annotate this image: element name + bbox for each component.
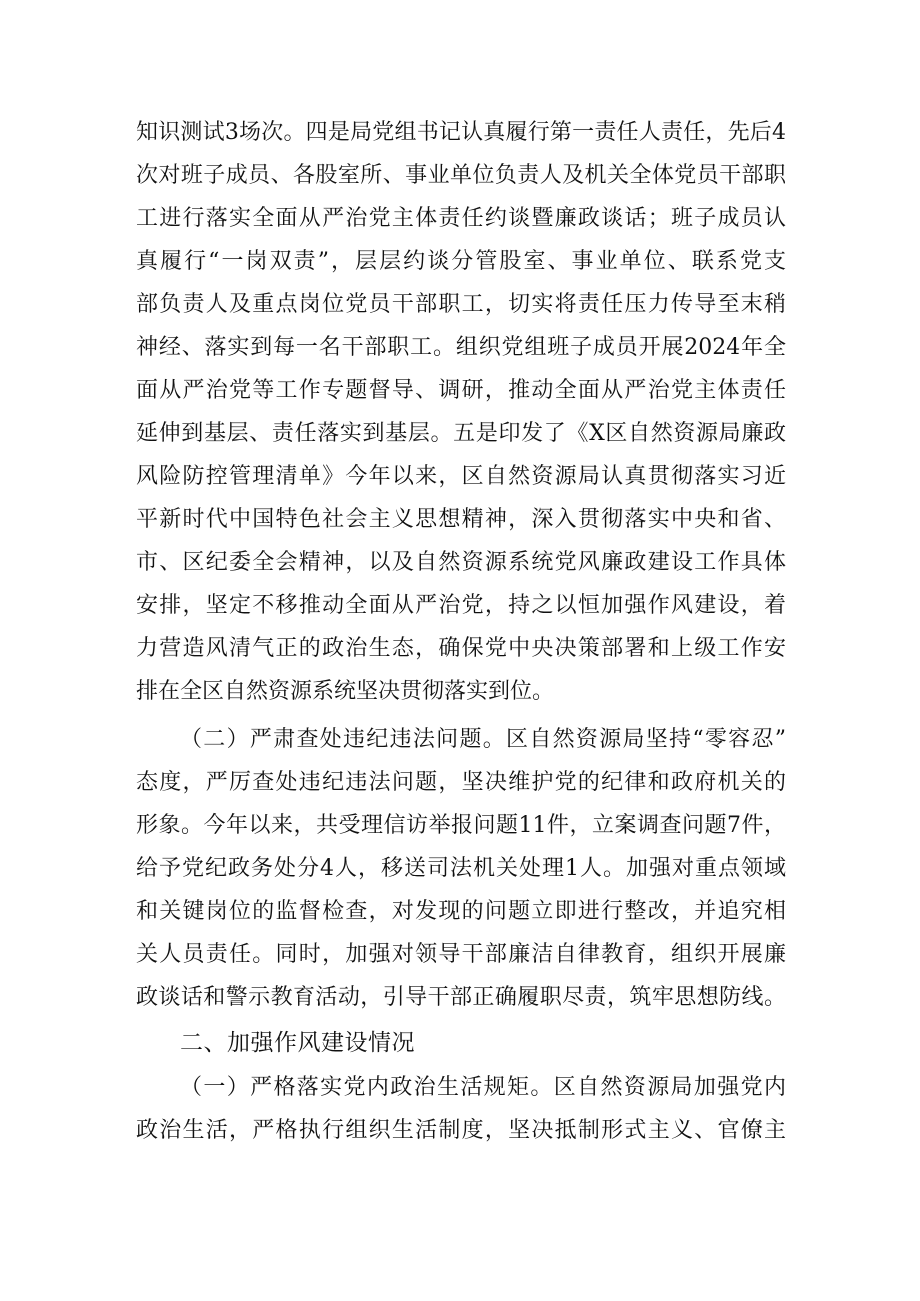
paragraph-line: 给予党纪政务处分4人，移送司法机关处理1人。加强对重点领域: [136, 856, 786, 881]
paragraph-line: 平新时代中国特色社会主义思想精神，深入贯彻落实中央和省、: [136, 507, 786, 532]
paragraph-line: 真履行“一岗双责”，层层约谈分管股室、事业单位、联系党支: [136, 249, 786, 274]
paragraph-line: 知识测试3场次。四是局党组书记认真履行第一责任人责任，先后4: [136, 120, 786, 145]
paragraph-line: 延伸到基层、责任落实到基层。五是印发了《X区自然资源局廉政: [136, 421, 786, 446]
paragraph-line: 形象。今年以来，共受理信访举报问题11件，立案调查问题7件，: [136, 813, 786, 838]
paragraph-line: 神经、落实到每一名干部职工。组织党组班子成员开展2024年全: [136, 335, 786, 360]
paragraph-line: 排在全区自然资源系统坚决贯彻落实到位。: [136, 679, 555, 704]
paragraph-line: （二）严肃查处违纪违法问题。区自然资源局坚持“零容忍”: [180, 727, 786, 752]
paragraph-line: 态度，严厉查处违纪违法问题，坚决维护党的纪律和政府机关的: [136, 770, 786, 795]
paragraph-line: 安排，坚定不移推动全面从严治党，持之以恒加强作风建设，着: [136, 593, 786, 618]
paragraph-line: （一）严格落实党内政治生活规矩。区自然资源局加强党内: [180, 1075, 786, 1100]
paragraph-line: 政治生活，严格执行组织生活制度，坚决抵制形式主义、官僚主: [136, 1118, 786, 1143]
paragraph-line: 力营造风清气正的政治生态，确保党中央决策部署和上级工作安: [136, 636, 786, 661]
paragraph-line: 市、区纪委全会精神，以及自然资源系统党风廉政建设工作具体: [136, 550, 786, 575]
paragraph-line: 部负责人及重点岗位党员干部职工，切实将责任压力传导至末稍: [136, 292, 786, 317]
paragraph-line: 政谈话和警示教育活动，引导干部正确履职尽责，筑牢思想防线。: [136, 985, 786, 1010]
paragraph-line: 风险防控管理清单》今年以来，区自然资源局认真贯彻落实习近: [136, 464, 786, 489]
paragraph-line: 关人员责任。同时，加强对领导干部廉洁自律教育，组织开展廉: [136, 942, 786, 967]
paragraph-line: 和关键岗位的监督检查，对发现的问题立即进行整改，并追究相: [136, 899, 786, 924]
paragraph-line: 工进行落实全面从严治党主体责任约谈暨廉政谈话；班子成员认: [136, 206, 786, 231]
section-heading: 二、加强作风建设情况: [180, 1030, 415, 1056]
paragraph-line: 次对班子成员、各股室所、事业单位负责人及机关全体党员干部职: [136, 163, 786, 188]
paragraph-line: 面从严治党等工作专题督导、调研，推动全面从严治党主体责任: [136, 378, 786, 403]
